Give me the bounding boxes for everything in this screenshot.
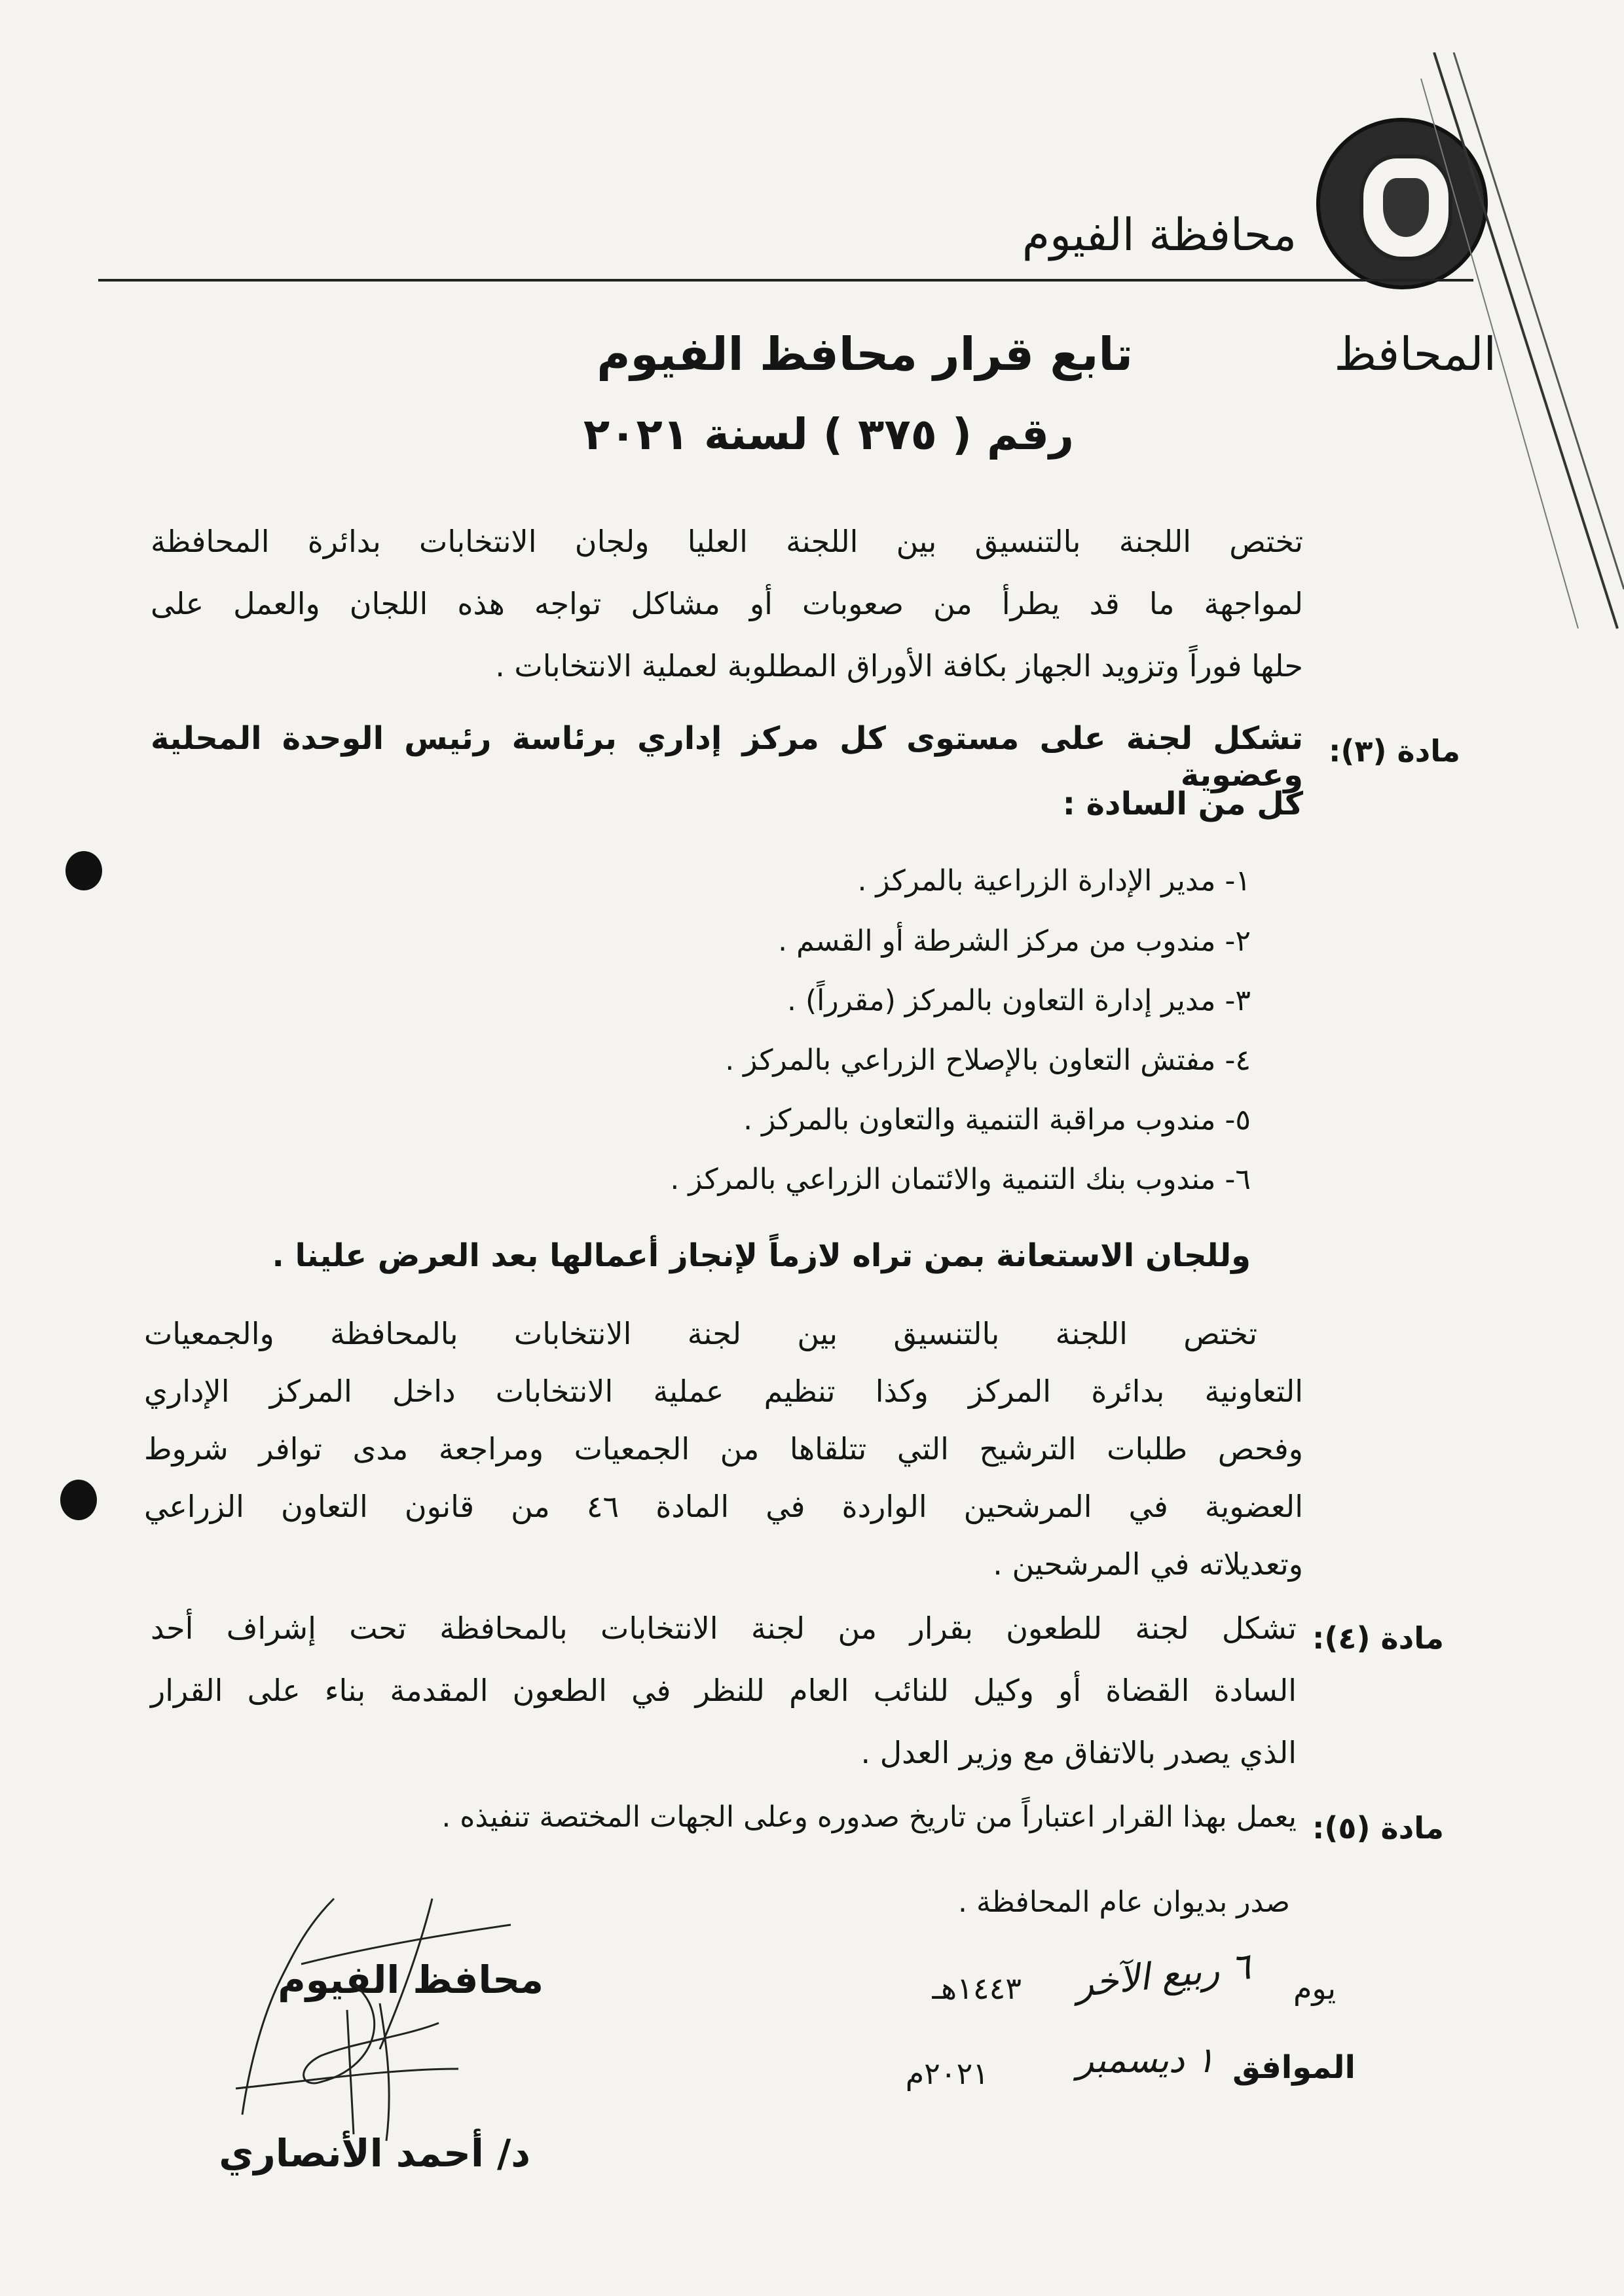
intro-line-2: لمواجهة ما قد يطرأ من صعوبات أو مشاكل تواجه هذه اللجان والعمل على [151,586,1303,621]
article-5-line-1: يعمل بهذا القرار اعتباراً من تاريخ صدوره وعلى الجهات المختصة تنفيذه . [441,1800,1297,1834]
decision-number: رقم ( ٣٧٥ ) لسنة ٢٠٢١ [583,409,1074,460]
member-item-1: ١- مدير الإدارة الزراعية بالمركز . [857,864,1251,898]
member-item-4: ٤- مفتش التعاون بالإصلاح الزراعي بالمركز . [725,1044,1251,1077]
governorate-name: محافظة الفيوم [1022,210,1297,261]
intro-line-1: تختص اللجنة بالتنسيق بين اللجنة العليا ولجان الانتخابات بدائرة المحافظة [151,524,1303,559]
article-4-line-1: تشكل لجنة للطعون بقرار من لجنة الانتخابات بالمحافظة تحت إشراف أحد [151,1611,1297,1646]
gregorian-prefix: الموافق [1232,2049,1356,2086]
punch-hole-mark [60,1480,97,1520]
article-3-line-2: كل من السادة : [1062,786,1303,822]
gregorian-date-handwritten: ١ ديسمبر [1077,2039,1215,2081]
article-3-para-line-4: العضوية في المرشحين الواردة في المادة ٤٦ من قانون التعاون الزراعي [144,1489,1303,1524]
gregorian-year: ٢٠٢١م [905,2056,989,2091]
article-5-label: مادة (٥): [1312,1810,1444,1846]
article-3-label: مادة (٣): [1328,733,1460,769]
article-3-para-line-2: التعاونية بدائرة المركز وكذا تنظيم عملية الانتخابات داخل المركز الإداري [144,1374,1303,1409]
handwritten-signature [223,1872,563,2147]
signatory-title: محافظ الفيوم [278,1958,544,2002]
member-item-2: ٢- مندوب من مركز الشرطة أو القسم . [778,924,1251,958]
article-3-para-line-5: وتعديلاته في المرشحين . [993,1546,1303,1582]
hijri-date-handwritten: ٦ ربيع الآخر [1073,1945,1253,2006]
intro-line-3: حلها فوراً وتزويد الجهاز بكافة الأوراق المطلوبة لعملية الانتخابات . [495,648,1303,683]
signatory-name: د/ أحمد الأنصاري [219,2131,530,2176]
punch-hole-mark [65,851,102,890]
article-3-line-1: تشكل لجنة على مستوى كل مركز إداري برئاسة رئيس الوحدة المحلية وعضوية [151,720,1303,793]
member-item-5: ٥- مندوب مراقبة التنمية والتعاون بالمركز . [743,1103,1251,1137]
member-item-3: ٣- مدير إدارة التعاون بالمركز (مقرراً) . [787,984,1251,1017]
header-rule [98,279,1473,282]
article-4-line-3: الذي يصدر بالاتفاق مع وزير العدل . [860,1735,1297,1770]
office-label: المحافظ [1334,327,1496,381]
article-3-para-line-1: تختص اللجنة بالتنسيق بين لجنة الانتخابات بالمحافظة والجمعيات [144,1316,1257,1351]
member-item-6: ٦- مندوب بنك التنمية والائتمان الزراعي بالمركز . [670,1163,1251,1196]
day-prefix: يوم [1293,1971,1336,2006]
issued-at: صدر بديوان عام المحافظة . [958,1886,1290,1919]
decision-title: تابع قرار محافظ الفيوم [597,327,1133,381]
article-4-line-2: السادة القضاة أو وكيل للنائب العام للنظر في الطعون المقدمة بناء على القرار [151,1673,1297,1708]
article-3-para-line-3: وفحص طلبات الترشيح التي تتلقاها من الجمعيات ومراجعة مدى توافر شروط [144,1431,1303,1467]
hijri-year: ١٤٤٣هـ [932,1971,1022,2006]
article-4-label: مادة (٤): [1312,1620,1444,1656]
article-3-assistance: وللجان الاستعانة بمن تراه لازماً لإنجاز أعمالها بعد العرض علينا . [272,1237,1251,1274]
